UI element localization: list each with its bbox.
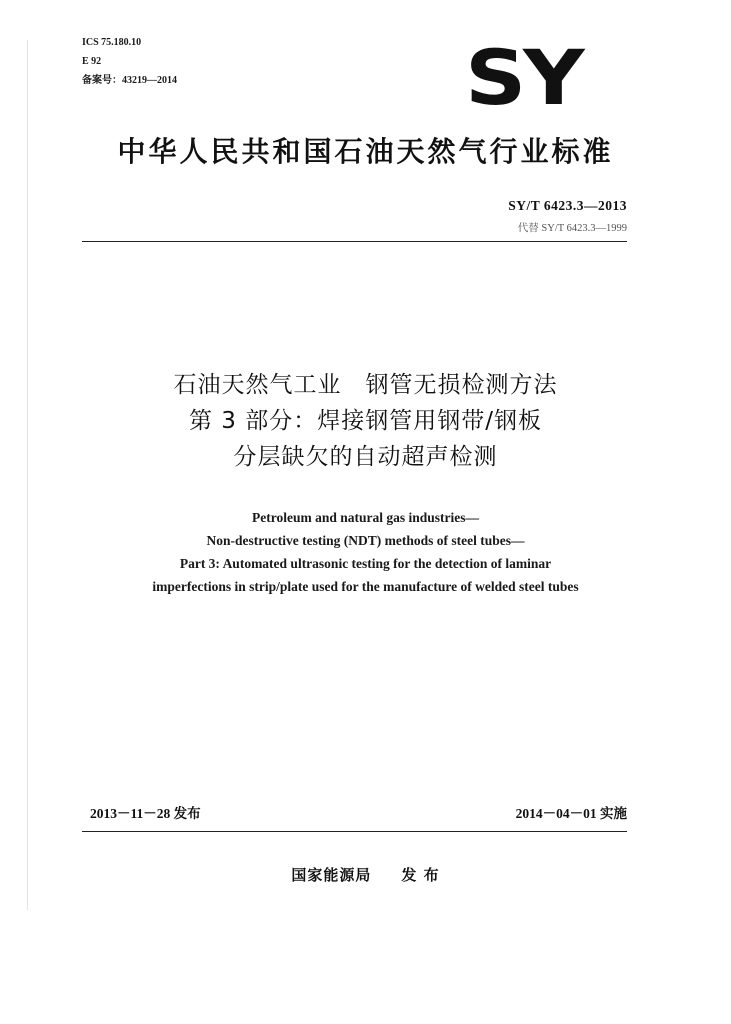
chinese-title-line-1: 石油天然气工业 钢管无损检测方法 (173, 372, 558, 398)
page-edge-line (27, 40, 28, 910)
issue-date: 2013－11－28 发布 (90, 806, 201, 821)
english-title (0, 506, 731, 598)
english-title-line-3: Part 3: Automated ultrasonic testing for the detection of laminar (179, 556, 552, 571)
ics-code: ICS 75.180.10 (82, 37, 142, 48)
chinese-title (0, 367, 731, 475)
chinese-title-line-2: 第 3 部分：焊接钢管用钢带/钢板 (188, 408, 542, 434)
english-title-line-4: imperfections in strip/plate used for the manufacture of welded steel tubes (152, 579, 579, 594)
filing-number: 备案号：43219—2014 (82, 75, 177, 86)
bottom-divider (82, 831, 627, 832)
publisher-line (0, 864, 731, 885)
top-divider (82, 241, 627, 242)
publisher-action: 发 布 (401, 866, 440, 884)
publisher-name: 国家能源局 (291, 866, 372, 884)
organization-title: 中华人民共和国石油天然气行业标准 (117, 135, 614, 168)
english-title-line-1: Petroleum and natural gas industries— (251, 510, 479, 525)
chinese-title-line-3: 分层缺欠的自动超声检测 (233, 444, 498, 470)
classification-block (82, 33, 177, 90)
implementation-date: 2014－04－01 实施 (515, 806, 627, 821)
standard-code: SY/T 6423.3—2013 (508, 198, 627, 213)
replaces-standard: 代替 SY/T 6423.3—1999 (517, 223, 627, 234)
sy-logo: SY (465, 33, 582, 122)
e-code: E 92 (82, 56, 102, 67)
english-title-line-2: Non-destructive testing (NDT) methods of steel tubes— (206, 533, 525, 548)
